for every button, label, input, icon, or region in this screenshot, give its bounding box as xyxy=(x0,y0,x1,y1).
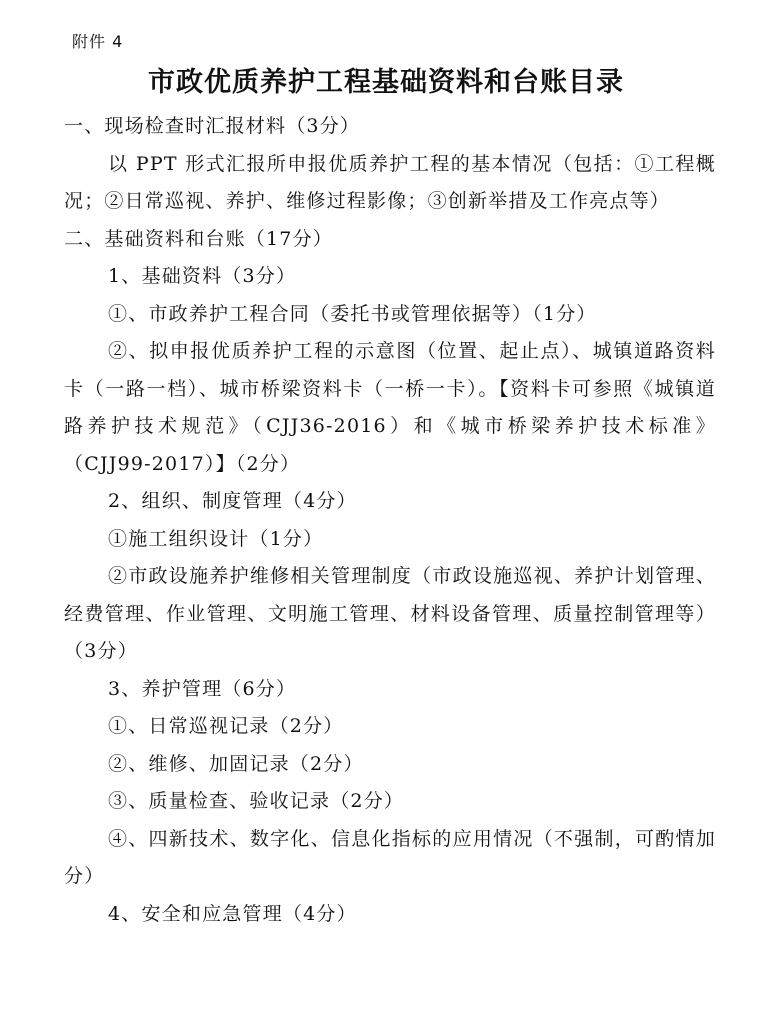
paragraph-ppt-report: 以 PPT 形式汇报所申报优质养护工程的基本情况（包括：①工程概况；②日常巡视、养护、维修过程影像；③创新举措及工作亮点等） xyxy=(64,152,716,212)
item-construction-design: ①施工组织设计（1分） xyxy=(108,527,324,550)
subsection-safety: 4、安全和应急管理（4分） xyxy=(108,902,357,925)
subsection-basic-materials: 1、基础资料（3分） xyxy=(108,265,297,287)
item-schematic-and-cards: ②、拟申报优质养护工程的示意图（位置、起止点）、城镇道路资料卡（一路一档）、城市桥梁资料卡（一桥一卡）。【资料卡可参照《城镇道路养护技术规范》（CJJ36-2016）和《城市桥梁养护技术标准》（CJJ99-2017）】（2分） xyxy=(64,340,716,475)
item-repair-records: ②、维修、加固记录（2分） xyxy=(108,752,364,775)
item-management-system: ②市政设施养护维修相关管理制度（市政设施巡视、养护计划管理、经费管理、作业管理、文明施工管理、材料设备管理、质量控制管理等）（3分） xyxy=(64,565,716,662)
attachment-label: 附件 4 xyxy=(72,32,124,51)
item-new-technology: ④、四新技术、数字化、信息化指标的应用情况（不强制，可酌情加分） xyxy=(64,827,716,887)
document-body xyxy=(64,108,716,933)
subsection-maintenance: 3、养护管理（6分） xyxy=(108,677,297,700)
item-daily-inspection: ①、日常巡视记录（2分） xyxy=(108,715,344,737)
section-heading-1: 一、现场检查时汇报材料（3分） xyxy=(64,115,361,137)
subsection-organization: 2、组织、制度管理（4分） xyxy=(108,490,357,512)
document-title: 市政优质养护工程基础资料和台账目录 xyxy=(148,67,624,98)
item-quality-check: ③、质量检查、验收记录（2分） xyxy=(108,790,405,812)
item-contract: ①、市政养护工程合同（委托书或管理依据等）（1分） xyxy=(108,302,597,325)
section-heading-2: 二、基础资料和台账（17分） xyxy=(64,227,333,250)
